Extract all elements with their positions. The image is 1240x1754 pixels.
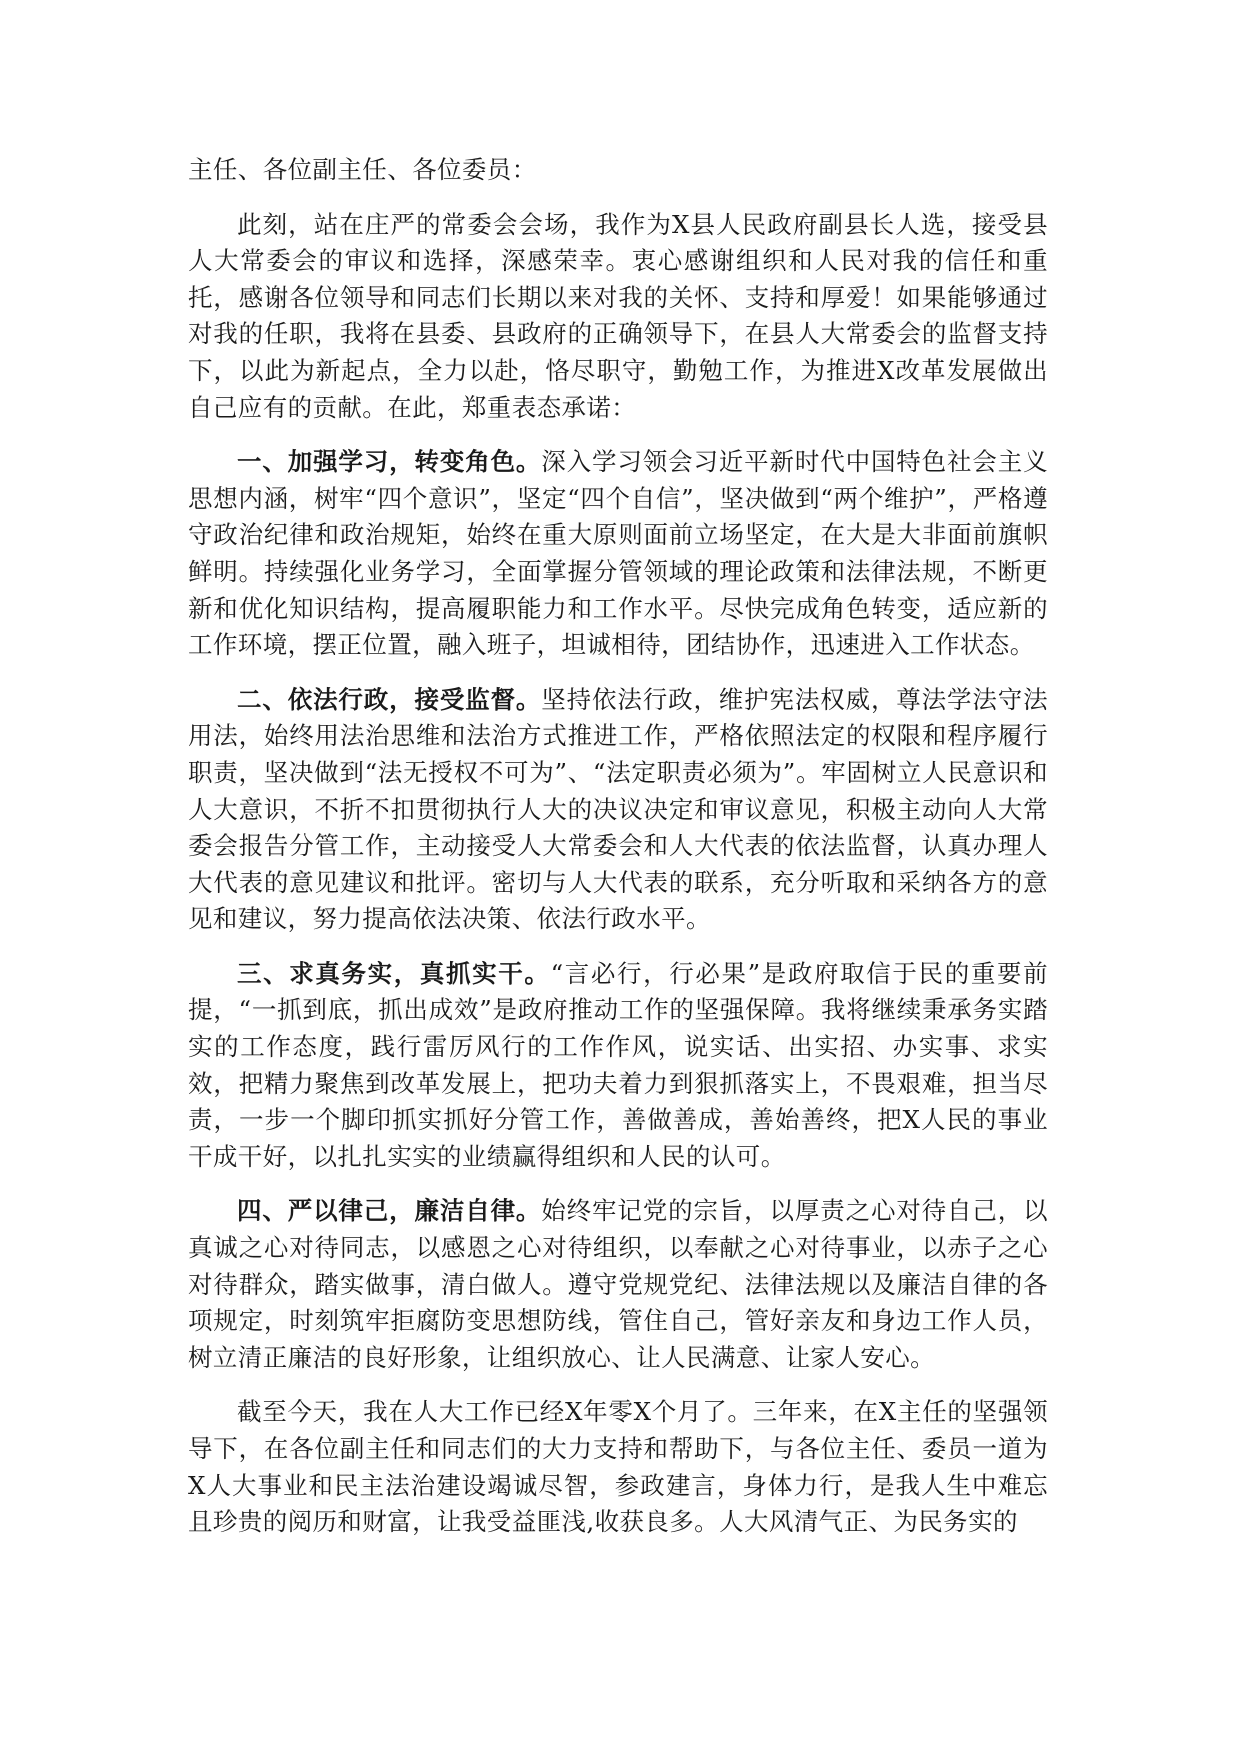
document-body: [188, 152, 1048, 1559]
section-heading-1: 一、加强学习，转变角色。: [237, 447, 542, 477]
section-paragraph-1: [188, 444, 1048, 664]
section-paragraph-2: [188, 682, 1048, 938]
section-heading-2: 二、依法行政，接受监督。: [237, 684, 542, 714]
section-paragraph-3: [188, 956, 1048, 1176]
section-paragraph-4: [188, 1193, 1048, 1376]
intro-paragraph: 此刻，站在庄严的常委会会场，我作为X县人民政府副县长人选，接受县人大常委会的审议和选择，深感荣幸。衷心感谢组织和人民对我的信任和重托，感谢各位领导和同志们长期以来对我的关怀、支持和厚爱！如果能够通过对我的任职，我将在县委、县政府的正确领导下，在县人大常委会的监督支持下，以此为新起点，全力以赴，恪尽职守，勤勉工作，为推进X改革发展做出自己应有的贡献。在此，郑重表态承诺：: [188, 209, 1048, 422]
section-heading-4: 四、严以律己，廉洁自律。: [237, 1196, 542, 1226]
section-body-3: “言必行，行必果”是政府取信于民的重要前提，“一抓到底，抓出成效”是政府推动工作的坚强保障。我将继续秉承务实踏实的工作态度，践行雷厉风行的工作作风，说实话、出实招、办实事、求实效，把精力聚焦到改革发展上，把功夫着力到狠抓落实上，不畏艰难，担当尽责，一步一个脚印抓实抓好分管工作，善做善成，善始善终，把X人民的事业干成干好，以扎扎实实的业绩赢得组织和人民的认可。: [188, 958, 1048, 1171]
section-heading-3: 三、求真务实，真抓实干。: [237, 958, 551, 988]
closing-paragraph: 截至今天，我在人大工作已经X年零X个月了。三年来，在X主任的坚强领导下，在各位副主任和同志们的大力支持和帮助下，与各位主任、委员一道为X人大事业和民主法治建设竭诚尽智，参政建言，身体力行，是我人生中难忘且珍贵的阅历和财富，让我受益匪浅,收获良多。人大风清气正、为民务实的: [188, 1397, 1048, 1537]
section-body-2: 坚持依法行政，维护宪法权威，尊法学法守法用法，始终用法治思维和法治方式推进工作，严格依照法定的权限和程序履行职责，坚决做到“法无授权不可为”、“法定职责必须为”。牢固树立人民意识和人大意识，不折不扣贯彻执行人大的决议决定和审议意见，积极主动向人大常委会报告分管工作，主动接受人大常委会和人大代表的依法监督，认真办理人大代表的意见建议和批评。密切与人大代表的联系，充分听取和采纳各方的意见和建议，努力提高依法决策、依法行政水平。: [188, 684, 1048, 934]
section-body-4: 始终牢记党的宗旨，以厚责之心对待自己，以真诚之心对待同志，以感恩之心对待组织，以奉献之心对待事业，以赤子之心对待群众，踏实做事，清白做人。遵守党规党纪、法律法规以及廉洁自律的各项规定，时刻筑牢拒腐防变思想防线，管住自己，管好亲友和身边工作人员，树立清正廉洁的良好形象，让组织放心、让人民满意、让家人安心。: [188, 1196, 1048, 1372]
section-body-1: 深入学习领会习近平新时代中国特色社会主义思想内涵，树牢“四个意识”，坚定“四个自信”，坚决做到“两个维护”，严格遵守政治纪律和政治规矩，始终在重大原则面前立场坚定，在大是大非面前旗帜鲜明。持续强化业务学习，全面掌握分管领域的理论政策和法律法规，不断更新和优化知识结构，提高履职能力和工作水平。尽快完成角色转变，适应新的工作环境，摆正位置，融入班子，坦诚相待，团结协作，迅速进入工作状态。: [188, 447, 1048, 660]
salutation: 主任、各位副主任、各位委员：: [188, 155, 537, 184]
